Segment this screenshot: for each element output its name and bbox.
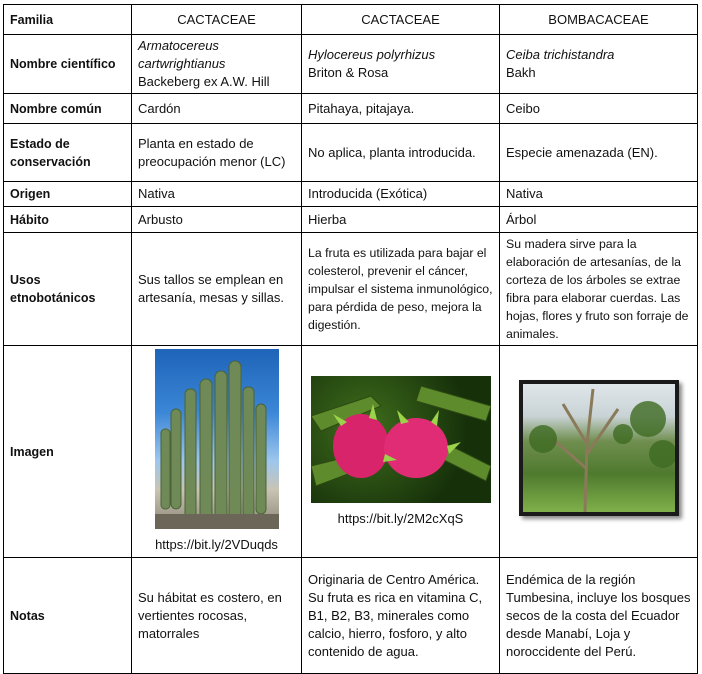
familia-cell: BOMBACACEAE	[500, 5, 698, 35]
image-link[interactable]: https://bit.ly/2M2cXqS	[337, 510, 464, 526]
notas-cell: Endémica de la región Tumbesina, incluye los bosques secos de la costa del Ecuador desde Manabí, Loja y noroccidente del Perú.	[500, 558, 698, 674]
notas-cell: Su hábitat es costero, en vertientes rocosas, matorrales	[132, 558, 302, 674]
row-nombre-comun	[4, 94, 698, 124]
sci-name-cell	[500, 35, 698, 94]
sci-author: Briton & Rosa	[308, 65, 389, 80]
label-estado: Estado de conservación	[4, 124, 132, 182]
sci-name: Armatocereus cartwrightianus	[138, 38, 226, 71]
label-notas: Notas	[4, 558, 132, 674]
ceibo-tree-photo	[519, 380, 679, 516]
sci-name: Hylocereus polyrhizus	[308, 47, 436, 62]
sci-name-cell	[132, 35, 302, 94]
row-notas	[4, 558, 698, 674]
estado-cell: Planta en estado de preocupación menor (LC)	[132, 124, 302, 182]
row-imagen	[4, 346, 698, 558]
usos-cell: Sus tallos se emplean en artesanía, mesas y sillas.	[132, 233, 302, 346]
label-habito: Hábito	[4, 207, 132, 233]
origen-cell: Nativa	[500, 182, 698, 207]
sci-author: Bakh	[506, 65, 536, 80]
row-estado	[4, 124, 698, 182]
comun-cell: Ceibo	[500, 94, 698, 124]
sci-author: Backeberg ex A.W. Hill	[138, 74, 270, 89]
habito-cell: Arbusto	[132, 207, 302, 233]
species-table	[3, 4, 698, 674]
label-nombre-comun: Nombre común	[4, 94, 132, 124]
image-cell	[500, 346, 698, 558]
row-habito	[4, 207, 698, 233]
cactus-photo	[155, 349, 279, 529]
label-familia: Familia	[4, 5, 132, 35]
familia-cell: CACTACEAE	[132, 5, 302, 35]
label-nombre-cientifico: Nombre científico	[4, 35, 132, 94]
label-origen: Origen	[4, 182, 132, 207]
image-cell	[302, 346, 500, 558]
comun-cell: Cardón	[132, 94, 302, 124]
row-origen	[4, 182, 698, 207]
familia-cell: CACTACEAE	[302, 5, 500, 35]
usos-cell: La fruta es utilizada para bajar el colesterol, prevenir el cáncer, impulsar el sistema inmunológico, para pérdida de peso, mejora la digestión.	[302, 233, 500, 346]
image-link[interactable]: https://bit.ly/2VDuqds	[155, 537, 278, 552]
row-familia	[4, 5, 698, 35]
label-usos: Usos etnobotánicos	[4, 233, 132, 346]
pitaya-fruit-photo	[311, 376, 491, 503]
row-usos	[4, 233, 698, 346]
habito-cell: Hierba	[302, 207, 500, 233]
estado-cell: Especie amenazada (EN).	[500, 124, 698, 182]
origen-cell: Nativa	[132, 182, 302, 207]
comun-cell: Pitahaya, pitajaya.	[302, 94, 500, 124]
row-nombre-cientifico	[4, 35, 698, 94]
sci-name-cell	[302, 35, 500, 94]
sci-name: Ceiba trichistandra	[506, 47, 615, 62]
image-cell	[132, 346, 302, 558]
label-imagen: Imagen	[4, 346, 132, 558]
usos-cell: Su madera sirve para la elaboración de artesanías, de la corteza de los árboles se extrae fibra para elaborar cuerdas. Las hojas, flores y fruto son forraje de animales.	[500, 233, 698, 346]
origen-cell: Introducida (Exótica)	[302, 182, 500, 207]
estado-cell: No aplica, planta introducida.	[302, 124, 500, 182]
habito-cell: Árbol	[500, 207, 698, 233]
notas-cell: Originaria de Centro América. Su fruta es rica en vitamina C, B1, B2, B3, minerales como calcio, hierro, fosforo, y alto contenido de agua.	[302, 558, 500, 674]
